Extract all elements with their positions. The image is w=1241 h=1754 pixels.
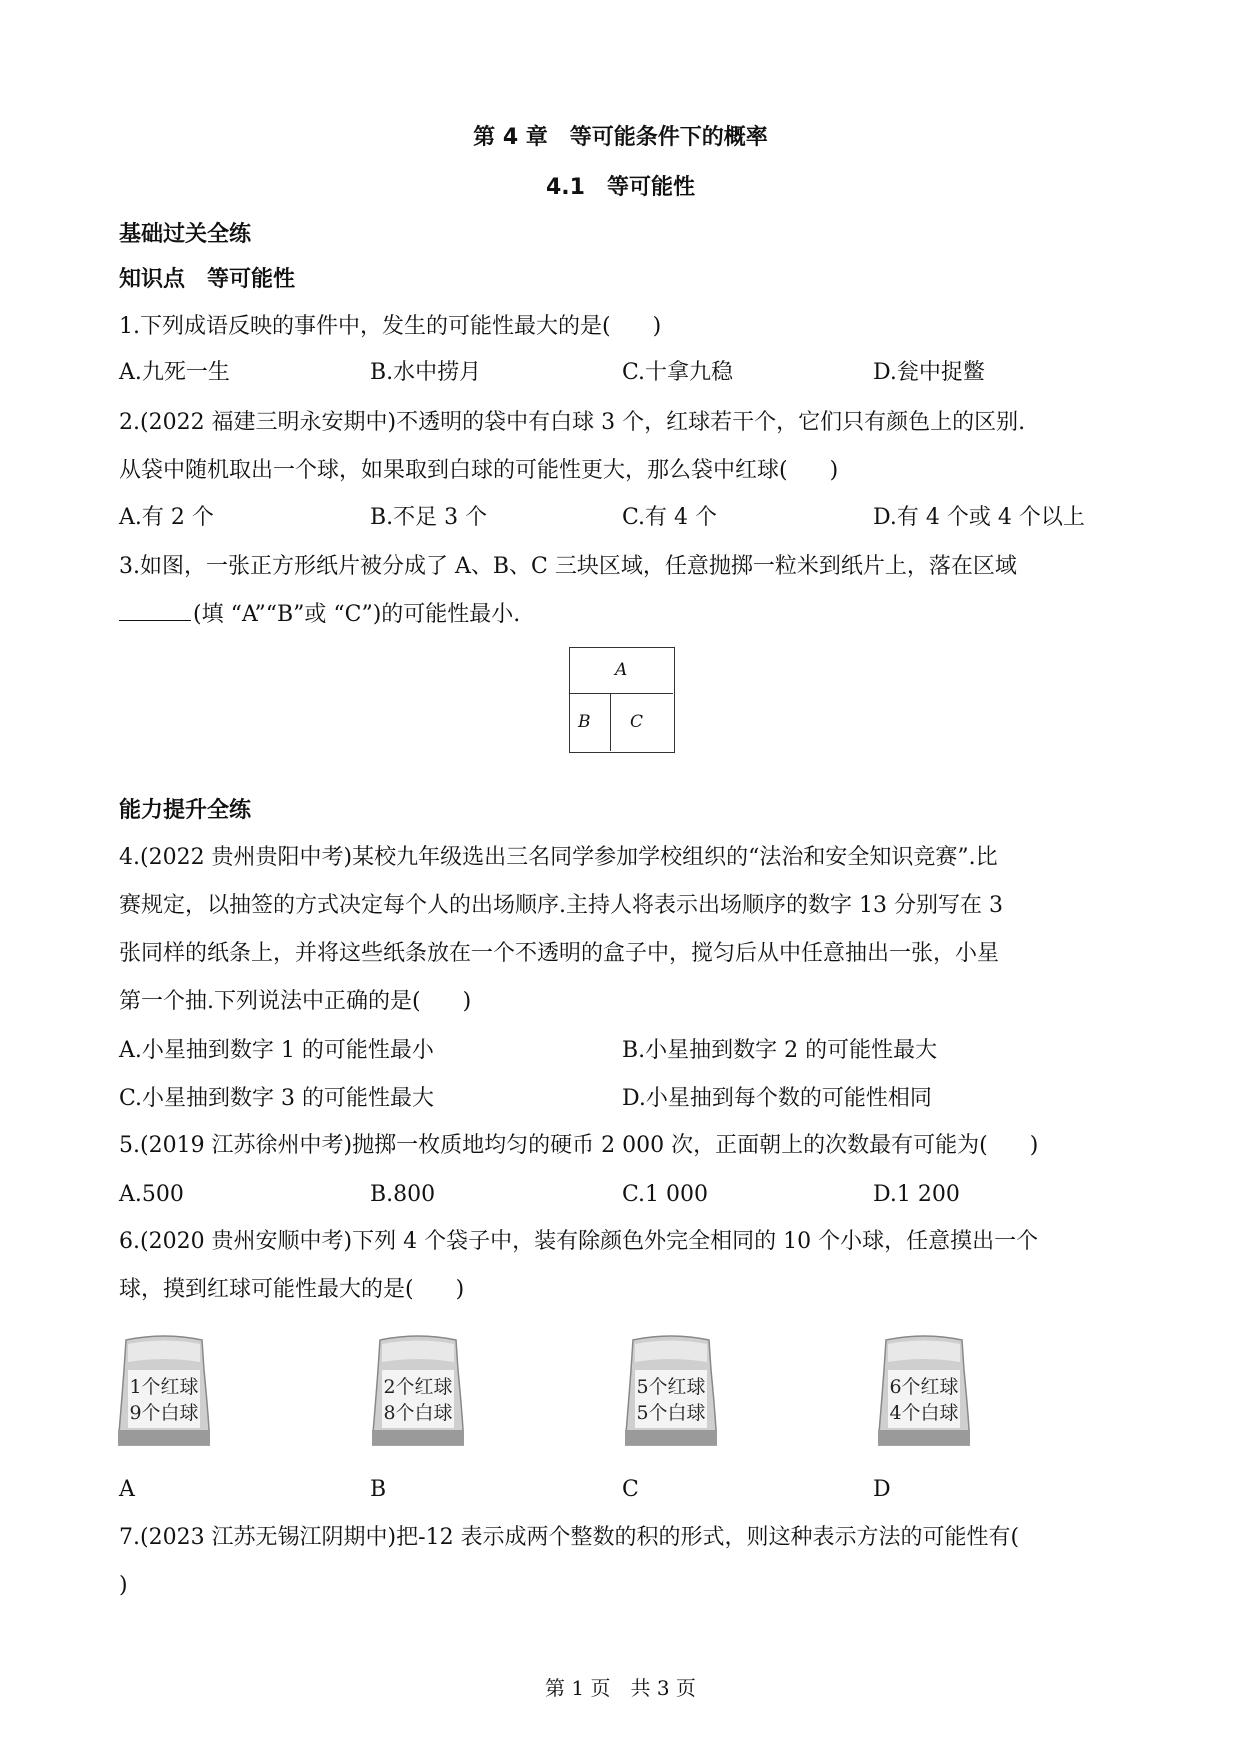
question-7-line-1: 7.(2023 江苏无锡江阴期中)把-12 表示成两个整数的积的形式，则这种表示方法的可能性有( — [119, 1525, 1020, 1550]
bag-b-red-count: 2个红球 — [383, 1376, 453, 1398]
question-4-line-2: 赛规定，以抽签的方式决定每个人的出场顺序.主持人将表示出场顺序的数字 13 分别写在 3 — [119, 893, 1003, 918]
figure-divider-vertical — [610, 693, 611, 751]
question-1-option-b: B.水中捞月 — [370, 360, 482, 385]
question-4-option-a: A.小星抽到数字 1 的可能性最小 — [119, 1038, 434, 1063]
question-6-line-1: 6.(2020 贵州安顺中考)下列 4 个袋子中，装有除颜色外完全相同的 10 个小球，任意摸出一个 — [119, 1229, 1039, 1254]
bag-c — [625, 1330, 717, 1450]
question-4-line-4 — [119, 987, 471, 1017]
section-heading-ability: 能力提升全练 — [119, 798, 252, 823]
question-5-text: 5.(2019 江苏徐州中考)抛掷一枚质地均匀的硬币 2 000 次，正面朝上的次数最有可能为( — [119, 1133, 988, 1158]
question-3-line-2 — [119, 600, 520, 630]
bag-c-white-count: 5个白球 — [636, 1402, 706, 1424]
question-1-text: 1.下列成语反映的事件中，发生的可能性最大的是( — [119, 314, 611, 339]
bag-a-white-count: 9个白球 — [129, 1402, 199, 1424]
question-7-line-2: ) — [119, 1573, 128, 1598]
question-1-option-c: C.十拿九稳 — [622, 360, 734, 385]
figure-divider-horizontal — [570, 693, 673, 694]
question-4-line-1: 4.(2022 贵州贵阳中考)某校九年级选出三名同学参加学校组织的“法治和安全知识竞赛”.比 — [119, 845, 998, 870]
question-5-option-a: A.500 — [119, 1182, 184, 1207]
answer-blank[interactable] — [119, 600, 191, 621]
bag-b-white-count: 8个白球 — [383, 1402, 453, 1424]
bag-d-text — [878, 1374, 970, 1426]
question-4-text: 第一个抽.下列说法中正确的是( — [119, 989, 421, 1014]
question-3-line-1: 3.如图，一张正方形纸片被分成了 A、B、C 三块区域，任意抛掷一粒米到纸片上，落在区域 — [119, 554, 1017, 579]
question-2-option-c: C.有 4 个 — [622, 505, 718, 530]
bag-b-text — [372, 1374, 464, 1426]
question-4-option-c: C.小星抽到数字 3 的可能性最大 — [119, 1086, 435, 1111]
question-1-option-a: A.九死一生 — [119, 360, 230, 385]
square-region-figure — [569, 647, 675, 753]
question-2-line-2 — [119, 456, 838, 486]
question-1-close: ) — [652, 314, 662, 339]
question-1-stem — [119, 312, 661, 342]
bag-d-white-count: 4个白球 — [889, 1402, 959, 1424]
bag-d-red-count: 6个红球 — [889, 1376, 959, 1398]
region-a-label: A — [615, 660, 628, 680]
bag-c-red-count: 5个红球 — [636, 1376, 706, 1398]
knowledge-point-heading: 知识点 等可能性 — [119, 267, 296, 292]
question-5-option-b: B.800 — [370, 1182, 436, 1207]
question-2-close: ) — [829, 458, 839, 483]
question-4-option-d: D.小星抽到每个数的可能性相同 — [622, 1086, 932, 1111]
question-5-close: ) — [1029, 1133, 1039, 1158]
section-heading-basic: 基础过关全练 — [119, 222, 252, 247]
bag-c-option-label: C — [622, 1477, 639, 1502]
question-4-close: ) — [462, 989, 472, 1014]
bag-c-text — [625, 1374, 717, 1426]
question-5-option-c: C.1 000 — [622, 1182, 709, 1207]
question-1-option-d: D.瓮中捉鳖 — [873, 360, 985, 385]
question-2-line-1: 2.(2022 福建三明永安期中)不透明的袋中有白球 3 个，红球若干个，它们只有颜色上的区别. — [119, 410, 1026, 435]
bag-d — [878, 1330, 970, 1450]
question-6-line-2 — [119, 1275, 464, 1305]
question-2-option-a: A.有 2 个 — [119, 505, 214, 530]
bag-a-red-count: 1个红球 — [129, 1376, 199, 1398]
page-footer: 第 1 页 共 3 页 — [545, 1676, 696, 1700]
question-2-text: 从袋中随机取出一个球，如果取到白球的可能性更大，那么袋中红球( — [119, 458, 788, 483]
chapter-title: 第 4 章 等可能条件下的概率 — [473, 125, 768, 150]
question-2-option-b: B.不足 3 个 — [370, 505, 488, 530]
question-5-stem — [119, 1131, 1038, 1161]
bag-a-option-label: A — [119, 1477, 135, 1502]
bag-d-option-label: D — [873, 1477, 891, 1502]
question-4-option-b: B.小星抽到数字 2 的可能性最大 — [622, 1038, 938, 1063]
question-3-text: (填 “A”“B”或 “C”)的可能性最小. — [193, 602, 521, 627]
bag-a — [118, 1330, 210, 1450]
question-6-text: 球，摸到红球可能性最大的是( — [119, 1277, 414, 1302]
question-4-line-3: 张同样的纸条上，并将这些纸条放在一个不透明的盒子中，搅匀后从中任意抽出一张，小星 — [119, 941, 1000, 966]
region-b-label: B — [578, 712, 591, 732]
question-6-close: ) — [455, 1277, 465, 1302]
question-2-option-d: D.有 4 个或 4 个以上 — [873, 505, 1085, 530]
bag-a-text — [118, 1374, 210, 1426]
bag-b — [372, 1330, 464, 1450]
question-5-option-d: D.1 200 — [873, 1182, 960, 1207]
region-c-label: C — [630, 712, 644, 732]
section-title: 4.1 等可能性 — [546, 175, 695, 200]
bag-b-option-label: B — [370, 1477, 387, 1502]
